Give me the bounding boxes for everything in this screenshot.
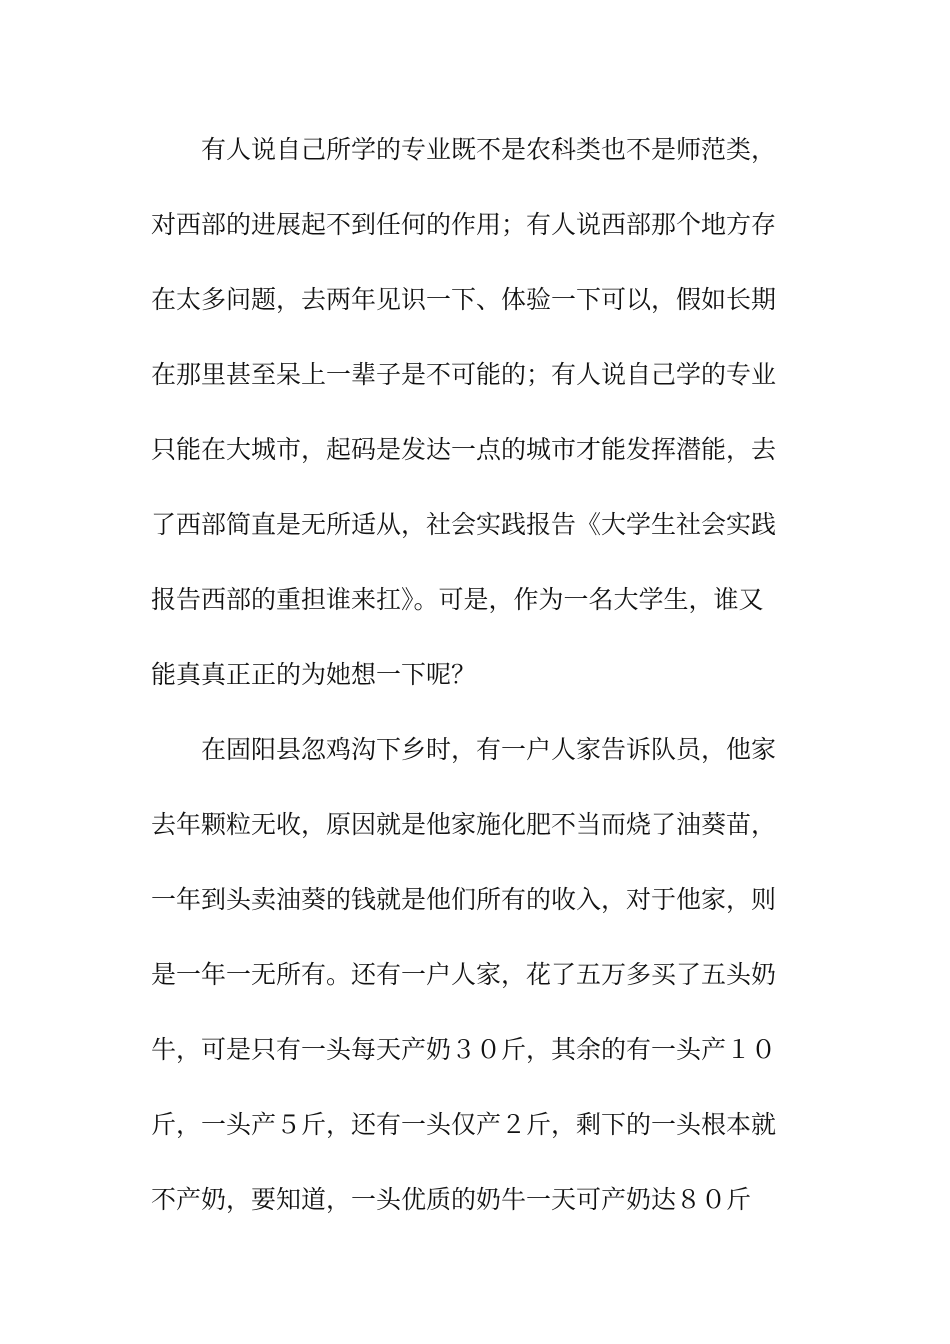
paragraph-2-line-1: 在固阳县忽鸡沟下乡时，有一户人家告诉队员，他家	[201, 735, 777, 764]
paragraph-1-line-4: 在那里甚至呆上一辈子是不可能的；有人说自己学的专业	[151, 360, 777, 389]
paragraph-1-line-5: 只能在大城市，起码是发达一点的城市才能发挥潜能，去	[151, 435, 777, 464]
paragraph-2-line-7: 不产奶，要知道，一头优质的奶牛一天可产奶达８０斤	[151, 1185, 752, 1214]
paragraph-2-line-2: 去年颗粒无收，原因就是他家施化肥不当而烧了油葵苗，	[151, 810, 777, 839]
paragraph-1-line-6: 了西部简直是无所适从，社会实践报告《大学生社会实践	[151, 510, 777, 539]
document-body	[151, 128, 791, 1253]
paragraph-1-line-1: 有人说自己所学的专业既不是农科类也不是师范类，	[201, 135, 777, 164]
paragraph-2-line-3: 一年到头卖油葵的钱就是他们所有的收入，对于他家，则	[151, 885, 777, 914]
paragraph-1-line-3: 在太多问题，去两年见识一下、体验一下可以，假如长期	[151, 285, 777, 314]
paragraph-2-line-4: 是一年一无所有。还有一户人家，花了五万多买了五头奶	[151, 960, 777, 989]
paragraph-1-line-8: 能真真正正的为她想一下呢？	[151, 660, 477, 689]
paragraph-2-line-5: 牛，可是只有一头每天产奶３０斤，其余的有一头产１０	[151, 1035, 777, 1064]
paragraph-1-line-7: 报告西部的重担谁来扛》。可是，作为一名大学生，谁又	[151, 585, 764, 614]
paragraph-1-line-2: 对西部的进展起不到任何的作用；有人说西部那个地方存	[151, 210, 777, 239]
paragraph-2-line-6: 斤，一头产５斤，还有一头仅产２斤，剩下的一头根本就	[151, 1110, 777, 1139]
